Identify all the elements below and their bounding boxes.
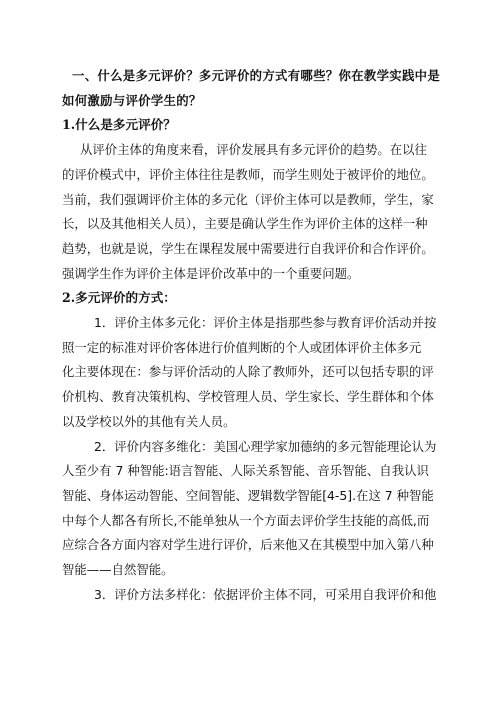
- item-2-line: 智能、身体运动智能、空间智能、逻辑数学智能[4-5].在这 7 种智能: [62, 487, 434, 503]
- item-1-line: 照一定的标准对评价客体进行价值判断的个人或团体评价主体多元: [62, 339, 422, 355]
- item-1-line: 价机构、教育决策机构、学校管理人员、学生家长、学生群体和个体: [62, 389, 434, 405]
- paragraph-line: 趋势，也就是说，学生在课程发展中需要进行自我评价和合作评价。: [62, 240, 434, 256]
- document-page: [62, 64, 441, 607]
- item-1-line: 1．评价主体多元化：评价主体是指那些参与教育评价活动并按: [94, 315, 437, 331]
- document-title-line-2: 如何激励与评价学生的？: [62, 92, 202, 108]
- item-2-line: 应综合各方面内容对学生进行评价，后来他又在其模型中加入第八种: [62, 537, 434, 553]
- item-2-line: 智能——自然智能。: [62, 562, 174, 578]
- item-2-line: 2．评价内容多维化：美国心理学家加德纳的多元智能理论认为: [94, 438, 437, 454]
- item-1-line: 化主要体现在：参与评价活动的人除了教师外，还可以包括专职的评: [62, 364, 434, 380]
- section-2-heading: 2.多元评价的方式：: [62, 290, 176, 306]
- item-2-line: 人至少有 7 种智能:语言智能、人际关系智能、音乐智能、自我认识: [62, 463, 429, 479]
- document-title-line-1: 一、什么是多元评价？多元评价的方式有哪些？你在教学实践中是: [72, 68, 441, 83]
- paragraph-line: 的评价模式中，评价主体往往是教师，而学生则处于被评价的地位。: [62, 166, 434, 182]
- paragraph-line: 当前，我们强调评价主体的多元化（评价主体可以是教师，学生，家: [62, 191, 434, 207]
- item-3-line: 3．评价方法多样化：依据评价主体不同，可采用自我评价和他: [94, 586, 437, 602]
- section-1-heading: 1.什么是多元评价？: [62, 117, 176, 133]
- paragraph-line: 从评价主体的角度来看，评价发展具有多元评价的趋势。在以往: [80, 142, 427, 158]
- item-2-line: 中每个人都各有所长,不能单独从一个方面去评价学生技能的高低,而: [62, 512, 430, 528]
- item-1-line: 以及学校以外的其他有关人员。: [62, 413, 236, 429]
- paragraph-line: 强调学生作为评价主体是评价改革中的一个重要问题。: [62, 265, 360, 281]
- paragraph-line: 长，以及其他相关人员），主要是确认学生作为评价主体的这样一种: [62, 216, 428, 232]
